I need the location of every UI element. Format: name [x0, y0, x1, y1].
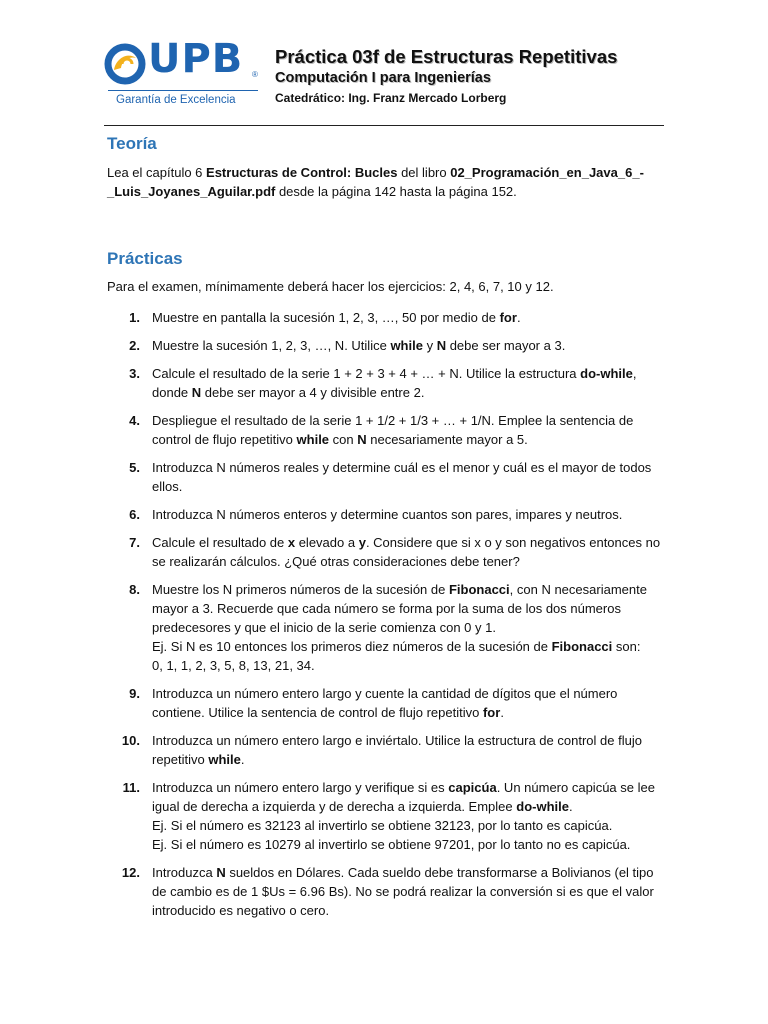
exercise-text-part: necesariamente mayor a 5. — [366, 432, 528, 447]
exercise-text-part: Muestre los N primeros números de la sucesión de — [152, 582, 449, 597]
exercise-text-part: son: 0, 1, 1, 2, 3, 5, 8, 13, 21, 34. — [152, 639, 641, 673]
exercise-text — [152, 580, 667, 675]
exercise-text-part: Introduzca un número entero largo y cuente la cantidad de dígitos que el número contiene. Utilice la sentencia de control de flujo repetitivo — [152, 686, 618, 720]
exercise-number: 8. — [129, 582, 140, 597]
exercise-keyword: y — [358, 535, 366, 550]
upb-logo — [104, 36, 264, 114]
exercise-item — [107, 684, 667, 722]
exercise-text — [152, 731, 667, 769]
exercise-item — [107, 308, 667, 327]
exercise-keyword: x — [287, 535, 296, 550]
exercise-number: 11. — [122, 780, 140, 795]
practicas-heading: Prácticas — [107, 249, 183, 268]
exercise-keyword: Fibonacci — [551, 639, 613, 654]
practicas-intro: Para el examen, mínimamente deberá hacer los ejercicios: 2, 4, 6, 7, 10 y 12. — [107, 279, 554, 294]
logo-wordmark: UPB — [148, 36, 244, 82]
exercise-number: 3. — [129, 366, 140, 381]
exercise-text-part: . — [516, 310, 521, 325]
exercise-keyword: do-while — [516, 799, 569, 814]
exercise-number: 4. — [129, 413, 140, 428]
exercise-keyword: while — [390, 338, 423, 353]
exercise-text-part: . Ej. Si el número es 32123 al invertirlo se obtiene 32123, por lo tanto es capicúa. Ej. Si el número es 10279 al invertirlo se obtiene 97201, por lo tanto no es capicúa. — [152, 799, 631, 852]
exercise-text-part: . Un número capicúa se lee igual de derecha a izquierda y de derecha a izquierda. Emplee — [152, 780, 655, 814]
teacher-name: Catedrático: Ing. Franz Mercado Lorberg — [275, 91, 507, 105]
exercise-text — [152, 411, 667, 449]
exercise-keyword: while — [208, 752, 241, 767]
teoria-heading: Teoría — [107, 134, 157, 153]
exercise-text-part: Introduzca — [152, 865, 217, 880]
exercise-keyword: Fibonacci — [448, 582, 510, 597]
exercise-text-part: Muestre en pantalla la sucesión 1, 2, 3, …, 50 por medio de — [152, 310, 500, 325]
exercise-text — [152, 863, 667, 920]
header-divider — [104, 125, 664, 126]
document-title: Práctica 03f de Estructuras Repetitivas — [275, 46, 618, 67]
exercise-text-part: sueldos en Dólares. Cada sueldo debe transformarse a Bolivianos (el tipo de cambio es de 1 $Us = 6.96 Bs). No se podrá realizar la conversión si es que el valor introducido es negativo o cero. — [152, 865, 654, 918]
exercise-text — [152, 505, 667, 524]
teoria-text-1: Lea el capítulo 6 — [107, 165, 207, 180]
exercise-keyword: N — [191, 385, 202, 400]
exercise-text — [152, 308, 667, 327]
logo-divider — [108, 90, 258, 91]
exercise-number: 10. — [121, 733, 140, 748]
exercise-item — [107, 505, 667, 524]
teoria-text-2: del libro — [397, 165, 451, 180]
teoria-text-3: desde la página 142 hasta la página 152. — [275, 184, 517, 199]
exercise-text — [152, 778, 667, 854]
exercise-text-part: Calcule el resultado de — [152, 535, 288, 550]
exercise-text-part: . — [240, 752, 245, 767]
exercise-item — [107, 336, 667, 355]
course-name: Computación I para Ingenierías — [275, 70, 491, 86]
exercise-text-part: con — [329, 432, 358, 447]
exercise-number: 7. — [129, 535, 140, 550]
exercise-text-part: debe ser mayor a 4 y divisible entre 2. — [201, 385, 425, 400]
exercise-item — [107, 364, 667, 402]
exercise-text-part: y — [422, 338, 437, 353]
exercise-keyword: while — [296, 432, 330, 447]
exercise-number: 9. — [129, 686, 140, 701]
exercise-text-part: elevado a — [295, 535, 359, 550]
exercise-keyword: for — [499, 310, 517, 325]
exercise-keyword: N — [436, 338, 447, 353]
exercise-text-part: . Considere que si x o y son negativos entonces no se realizarán cálculos. ¿Qué otras consideraciones debe tener? — [152, 535, 661, 569]
exercise-text-part: , donde — [152, 366, 637, 400]
exercise-number: 6. — [129, 507, 140, 522]
exercise-item — [107, 458, 667, 496]
exercise-keyword: do-while — [580, 366, 633, 381]
exercise-text-part: Introduzca N números reales y determine cuál es el menor y cuál es el mayor de todos ellos. — [152, 460, 652, 494]
exercise-item — [107, 533, 667, 571]
exercise-keyword: N — [216, 865, 226, 880]
exercise-text — [152, 458, 667, 496]
exercise-text-part: Introduzca un número entero largo e inviértalo. Utilice la estructura de control de flujo repetitivo — [152, 733, 642, 767]
exercise-item — [107, 778, 667, 854]
exercise-number: 12. — [121, 865, 140, 880]
exercise-text — [152, 533, 667, 571]
exercise-text-part: Muestre la sucesión 1, 2, 3, …, N. Utilice — [152, 338, 391, 353]
exercise-keyword: N — [357, 432, 367, 447]
logo-tagline: Garantía de Excelencia — [116, 94, 236, 106]
exercise-item — [107, 580, 667, 675]
exercise-number: 5. — [129, 460, 140, 475]
exercise-keyword: for — [482, 705, 501, 720]
exercise-text-part: Despliegue el resultado de la serie 1 + 1/2 + 1/3 + … + 1/N. Emplee la sentencia de control de flujo repetitivo — [152, 413, 634, 447]
exercise-number: 1. — [129, 310, 140, 325]
exercise-item — [107, 863, 667, 920]
teoria-chapter-title: Estructuras de Control: Bucles — [206, 165, 398, 180]
exercise-text-part: debe ser mayor a 3. — [446, 338, 566, 353]
exercise-text-part: Introduzca N números enteros y determine cuantos son pares, impares y neutros. — [152, 507, 623, 522]
teoria-paragraph — [107, 163, 667, 201]
exercise-list — [107, 308, 667, 929]
teoria-book-file: 02_Programación_en_Java_6_-_Luis_Joyanes_Aguilar.pdf — [107, 165, 644, 199]
upb-emblem-icon — [104, 40, 148, 88]
exercise-text-part: , con N necesariamente mayor a 3. Recuerde que cada número se forma por la suma de los dos números predecesores y que el inicio de la serie comienza con 0 y 1. Ej. Si N es 10 entonces los primeros diez números de la sucesión de — [152, 582, 647, 654]
exercise-number: 2. — [129, 338, 140, 353]
registered-mark: ® — [252, 70, 258, 79]
exercise-text-part: Introduzca un número entero largo y verifique si es — [152, 780, 449, 795]
exercise-item — [107, 731, 667, 769]
exercise-text — [152, 684, 667, 722]
exercise-keyword: capicúa — [448, 780, 497, 795]
exercise-text-part: . — [500, 705, 504, 720]
exercise-item — [107, 411, 667, 449]
exercise-text — [152, 336, 667, 355]
exercise-text — [152, 364, 667, 402]
exercise-text-part: Calcule el resultado de la serie 1 + 2 + 3 + 4 + … + N. Utilice la estructura — [152, 366, 581, 381]
